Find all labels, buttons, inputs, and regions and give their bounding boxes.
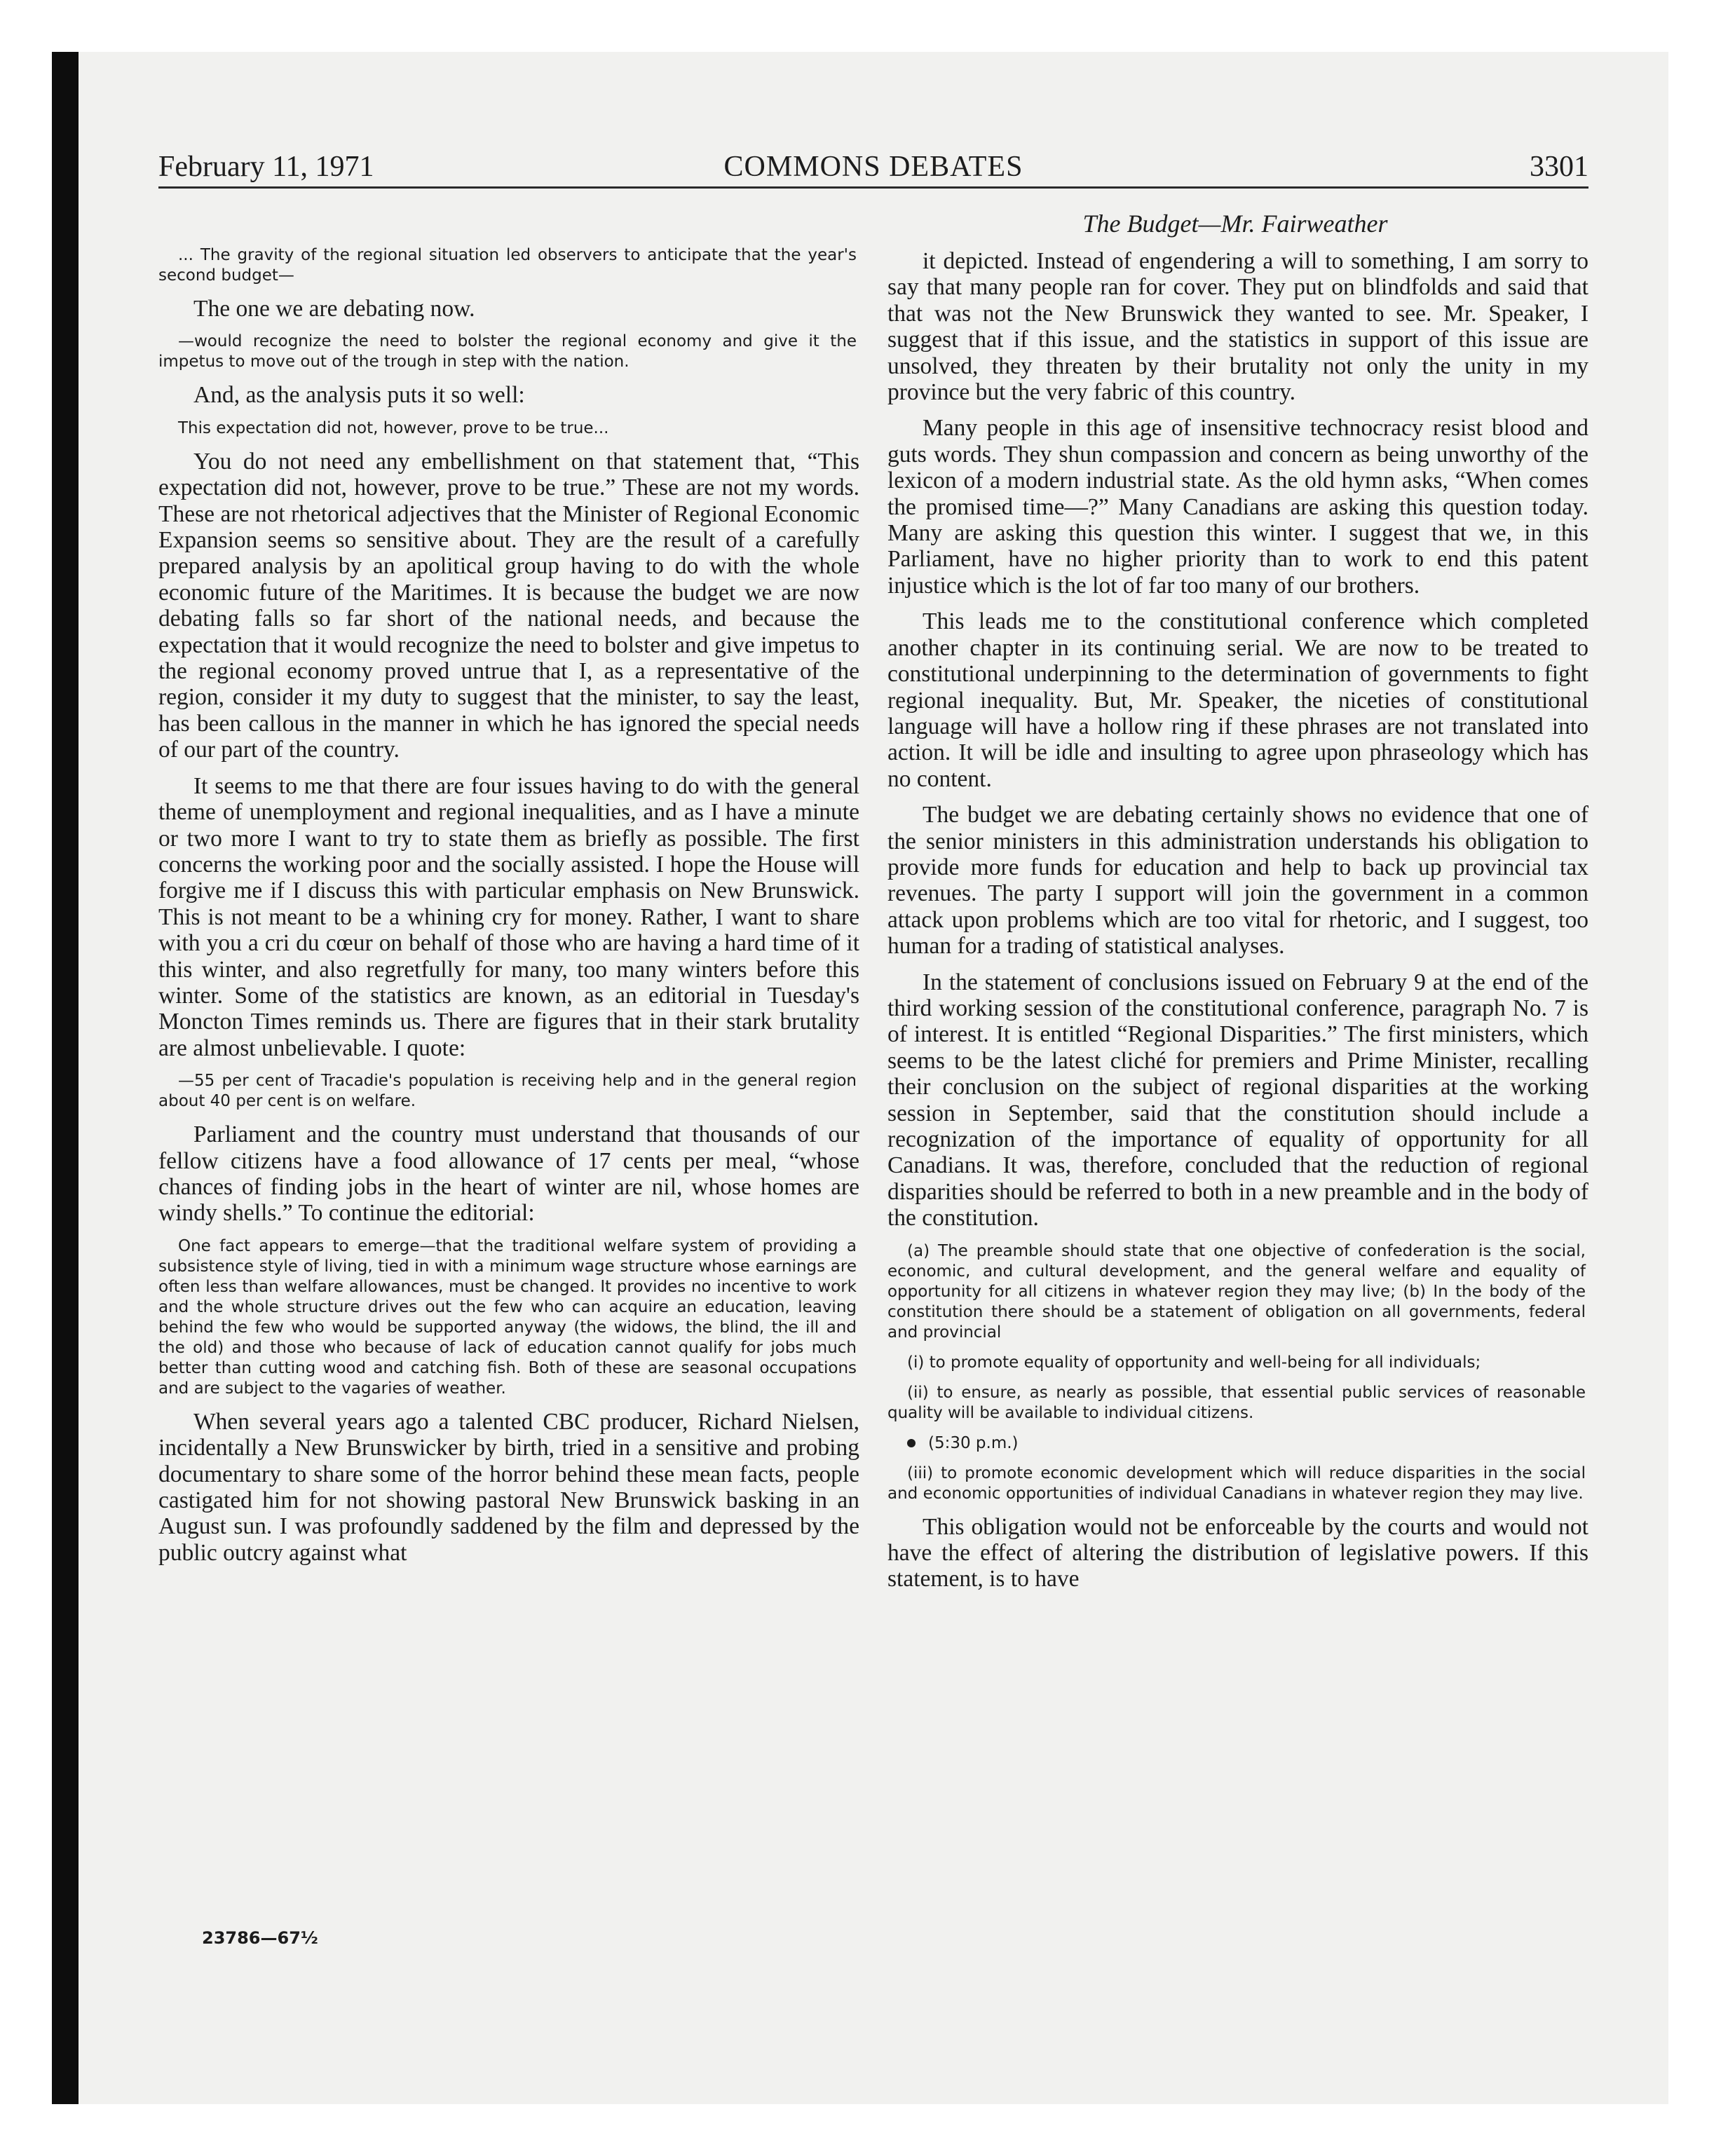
body-paragraph: In the statement of conclusions issued on February 9 at the end of the third working session of the constitutional conference, paragraph No. 7 is of interest. It is entitled “Regional Disparities.” The first ministers, which seems to be the latest cliché for premiers and Prime Minister, recalling their conclusion on the subject of regional disparities at the working session in September, said that the constitution should include a recognization of the importance of equality of opportunity for all Canadians. It was, therefore, concluded that the reduction of regional disparities should be referred to both in a new preamble and in the body of the constitution. [887,969,1588,1231]
running-head: The Budget—Mr. Fairweather [1082,210,1388,238]
quote-paragraph: (ii) to ensure, as nearly as possible, that essential public services of reasonable quality will be available to individual citizens. [887,1383,1586,1422]
quote-paragraph: This expectation did not, however, prove to be true... [178,418,609,437]
quote-paragraph: (i) to promote equality of opportunity and well-being for all individuals; [907,1353,1481,1372]
body-paragraph: This leads me to the constitutional conference which completed another chapter in its continuing serial. We are now to be treated to constitutional underpinning to the determination of governments to fight regional inequality. But, Mr. Speaker, the niceties of constitutional language will have a hollow ring if these phrases are not translated into action. It will be idle and insulting to agree upon phraseology which has no content. [887,608,1588,792]
quote-paragraph: ... The gravity of the regional situation led observers to anticipate that the year's second budget— [158,246,857,285]
header-date: February 11, 1971 [158,151,374,183]
body-paragraph: The one we are debating now. [193,296,475,322]
body-paragraph: The budget we are debating certainly shows no evidence that one of the senior ministers in this administration understands his obligation to provide more funds for education and help to back up provincial tax revenues. The party I support will join the government in a common attack upon problems which are too vital for rhetoric, and I suggest, too human for a trading of statistical analyses. [887,802,1588,960]
body-paragraph: You do not need any embellishment on that statement that, “This expectation did not, however, prove to be true.” These are not my words. These are not rhetorical adjectives that the Minister of Regional Economic Expansion seems so sensitive about. They are the result of a carefully prepared analysis by an apolitical group having to do with the whole economic future of the Maritimes. It is because the budget we are now debating falls so far short of the national needs, and because the expectation that it would recognize the need to bolster and give impetus to the regional economy proved untrue that I, as a representative of the region, consider it my duty to suggest that the minister, to say the least, has been callous in the manner in which he has ignored the special needs of our part of the country. [158,448,859,763]
body-paragraph: Parliament and the country must understand that thousands of our fellow citizens have a food allowance of 17 cents per meal, “whose chances of finding jobs in the heart of winter are nil, whose homes are windy shells.” To continue the editorial: [158,1121,859,1227]
page-header [158,147,1588,189]
body-paragraph: When several years ago a talented CBC producer, Richard Nielsen, incidentally a New Brunswicker by birth, tried in a sensitive and probing documentary to share some of the horror behind these mean facts, people castigated him for not showing pastoral New Brunswick basking in an August sun. I was profoundly saddened by the film and depressed by the public outcry against what [158,1408,859,1566]
publication-title: COMMONS DEBATES [723,151,1023,183]
body-paragraph: it depicted. Instead of engendering a will to something, I am sorry to say that many people ran for cover. They put on blindfolds and said that that was not the New Brunswick they wanted to see. Mr. Speaker, I suggest that if this issue, and the statistics in support of this issue are unsolved, they threaten by their brutality not only the unity in my province but the very fabric of this country. [887,248,1588,406]
quote-paragraph: (a) The preamble should state that one objective of confederation is the social, economic, and cultural development, and the general welfare and equality of opportunity for all citizens in whatever region they may live; (b) In the body of the constitution there should be a statement of obligation on all governments, federal and provincial [887,1241,1586,1342]
print-code: 23786—67½ [202,1928,318,1948]
quote-paragraph: —55 per cent of Tracadie's population is receiving help and in the general region about 40 per cent is on welfare. [158,1072,857,1111]
body-paragraph: It seems to me that there are four issues having to do with the general theme of unemployment and regional inequalities, and as I have a minute or two more I want to try to state them as briefly as possible. The first concerns the working poor and the socially assisted. I hope the House will forgive me if I discuss this with particular emphasis on New Brunswick. This is not meant to be a whining cry for money. Rather, I want to share with you a cri du cœur on behalf of those who are having a hard time of it this winter, and also regretfully for many, too many winters before this winter. Some of the statistics are known, as an editorial in Tuesday's Moncton Times reminds us. There are figures that in their stark brutality are almost unbelievable. I quote: [158,772,859,1061]
timestamp: (5:30 p.m.) [928,1433,1019,1452]
binding-shadow [52,52,79,2104]
quote-paragraph: —would recognize the need to bolster the regional economy and give it the impetus to move out of the trough in step with the nation. [158,332,857,371]
quote-paragraph: (iii) to promote economic development which will reduce disparities in the social and economic opportunities of individual Canadians in whatever region they may live. [887,1464,1586,1503]
body-paragraph: Many people in this age of insensitive technocracy resist blood and guts words. They shun compassion and concern as being unworthy of the lexicon of a modern industrial state. As the old hymn asks, “When comes the promised time—?” Many Canadians are asking this question today. Many are asking this question this winter. I suggest that we, in this Parliament, have no higher priority than to work to end this patent injustice which is the lot of far too many of our brothers. [887,415,1588,599]
body-paragraph: And, as the analysis puts it so well: [193,382,525,409]
body-paragraph: This obligation would not be enforceable by the courts and would not have the effect of altering the distribution of legislative powers. If this statement, is to have [887,1513,1588,1592]
page-number: 3301 [1530,151,1588,183]
quote-paragraph: One fact appears to emerge—that the traditional welfare system of providing a subsistence style of living, tied in with a minimum wage structure whose earnings are often less than welfare allowances, must be changed. It provides no incentive to work and the whole structure drives out the few who can acquire an education, leaving behind the few who would be supported anyway (the widows, the blind, the ill and the old) and those who because of lack of education cannot qualify for jobs much better than cutting wood and catching fish. Both of these are seasonal occupations and are subject to the vagaries of weather. [158,1236,857,1398]
left-column [158,245,859,1576]
right-column [887,248,1588,1602]
bullet-icon [907,1439,916,1447]
timestamp-line [887,1433,1588,1454]
